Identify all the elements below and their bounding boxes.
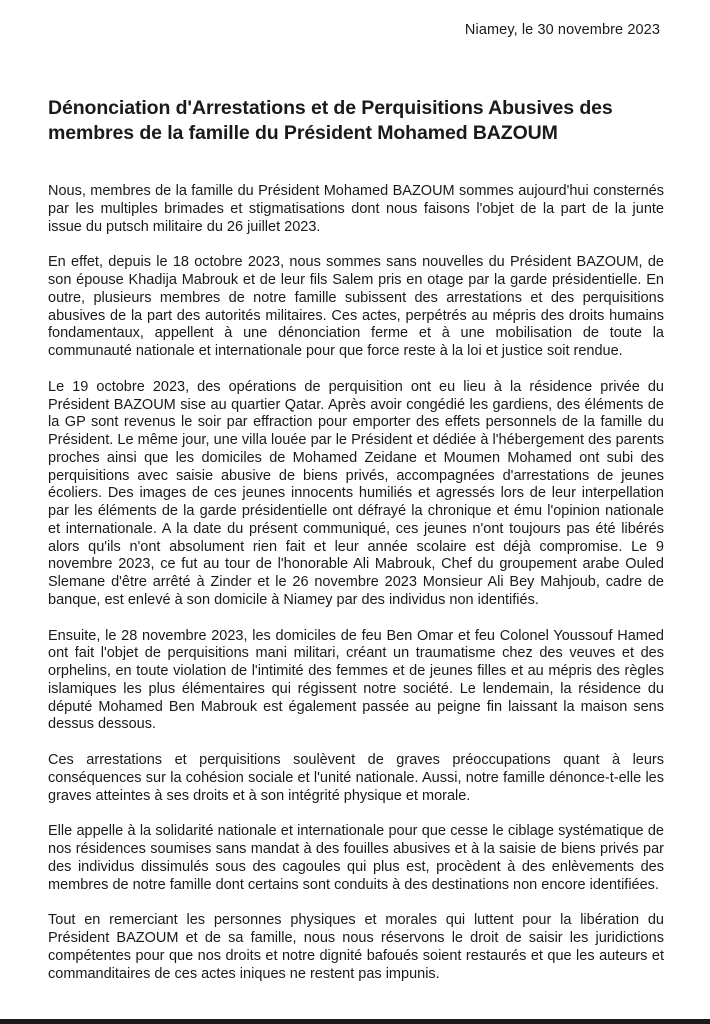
document-title: Dénonciation d'Arrestations et de Perquisitions Abusives des membres de la famille du Président Mohamed BAZOUM [48, 97, 613, 144]
paragraph-1: Nous, membres de la famille du Président Mohamed BAZOUM sommes aujourd'hui consternés par les multiples brimades et stigmatisations dont nous faisons l'objet de la part de la junte issue du putsch militaire du 26 juillet 2023. [48, 183, 664, 235]
paragraph-4: Ensuite, le 28 novembre 2023, les domiciles de feu Ben Omar et feu Colonel Youssouf Hamed ont fait l'objet de perquisitions mani militari, créant un traumatisme chez des veuves et des orphelins, en toute violation de l'intimité des femmes et de jeunes filles et au mépris des règles islamiques les plus élémentaires qui régissent notre société. Le lendemain, la résidence du député Mohamed Ben Mabrouk est également passée au peigne fin laissant la maison sens dessus dessous. [48, 627, 664, 733]
paragraph-5: Ces arrestations et perquisitions soulèvent de graves préoccupations quant à leurs conséquences sur la cohésion sociale et l'unité nationale. Aussi, notre famille dénonce-t-elle les graves atteintes à ses droits et à son intégrité physique et morale. [48, 752, 664, 804]
paragraph-6: Elle appelle à la solidarité nationale et internationale pour que cesse le ciblage systématique de nos résidences soumises sans mandat à des fouilles abusives et à la saisie de biens privés par des individus dissimulés sous des cagoules qui plus est, procèdent à des enlèvements des membres de notre famille dont certains sont conduits à des destinations non encore identifiées. [48, 823, 664, 893]
document-body [48, 183, 664, 1001]
paragraph-7: Tout en remerciant les personnes physiques et morales qui luttent pour la libération du Président BAZOUM et de sa famille, nous nous réservons le droit de saisir les juridictions compétentes pour que nos droits et notre dignité bafoués soient restaurés et que les auteurs et commanditaires de ces actes iniques ne restent pas impunis. [48, 912, 664, 982]
paragraph-3: Le 19 octobre 2023, des opérations de perquisition ont eu lieu à la résidence privée du Président BAZOUM sise au quartier Qatar. Après avoir congédié les gardiens, des éléments de la GP sont revenus le soir par effraction pour emporter des effets personnels de la famille du Président. Le même jour, une villa louée par le Président et dédiée à l'hébergement des parents proches ainsi que les domiciles de Mohamed Zeidane et Moumen Mohamed ont subi des perquisitions avec saisie abusive de biens privés, accompagnées d'arrestations de jeunes écoliers. Des images de ces jeunes innocents humiliés et agressés lors de leur interpellation par les éléments de la garde présidentielle ont défrayé la chronique et ému l'opinion nationale et internationale. A la date du présent communiqué, ces jeunes n'ont toujours pas été libérés alors qu'ils n'ont absolument rien fait et leur année scolaire est déjà compromise. Le 9 novembre 2023, ce fut au tour de l'honorable Ali Mabrouk, Chef du groupement arabe Ouled Slemane d'être arrêté à Zinder et le 26 novembre 2023 Monsieur Ali Bey Mahjoub, cadre de banque, est enlevé à son domicile à Niamey par des individus non identifiés. [48, 378, 664, 608]
bottom-edge-bar [0, 1019, 710, 1024]
paragraph-2: En effet, depuis le 18 octobre 2023, nous sommes sans nouvelles du Président BAZOUM, de son épouse Khadija Mabrouk et de leur fils Salem pris en otage par la garde présidentielle. En outre, plusieurs membres de notre famille subissent des arrestations et des perquisitions abusives de la part des autorités militaires. Ces actes, perpétrés au mépris des droits humains fondamentaux, appellent à une dénonciation ferme et à une mobilisation de toute la communauté nationale et internationale pour que force reste à la loi et justice soit rendue. [48, 254, 664, 359]
date-line: Niamey, le 30 novembre 2023 [464, 22, 660, 38]
